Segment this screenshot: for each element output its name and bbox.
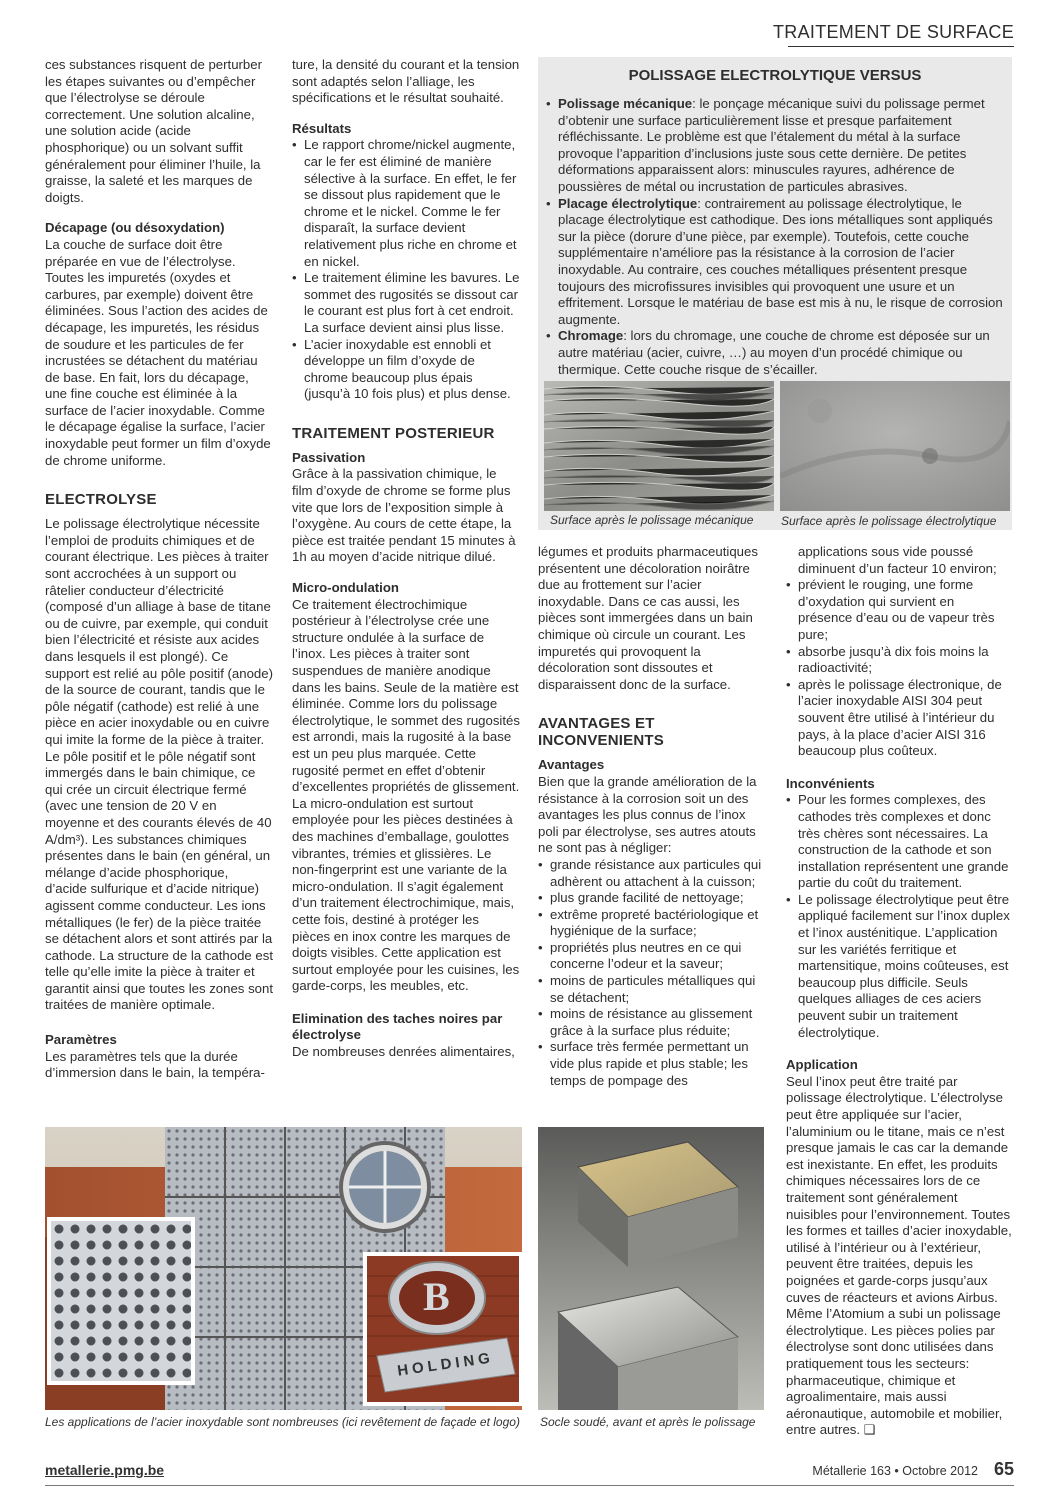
list-item: • prévient le rouging, une forme d’oxydation qui survient en présence d’eau ou de vapeur très pure; — [786, 577, 1012, 643]
list-item: • après le polissage électronique, de l’acier inoxydable AISI 304 peut souvent être utilisé à l’intérieur du pays, à la place d’acier AISI 316 beaucoup plus coûteux. — [786, 677, 1012, 760]
parametres-heading: Paramètres — [45, 1032, 117, 1048]
term-text: : le ponçage mécanique suivi du polissage permet d’obtenir une surface particulièrement lisse et presque parfaitement réfléchissante. Le problème est que l’étalement du métal à la surface provoque l’apparition d’inclusions juste sous cette dernière. De petites déformations apparaissent alors: minuscules rayures, adhérence de poussières de métal ou incrustation de particules abrasives. — [558, 96, 985, 194]
term-text: : contrairement au polissage électrolytique, le placage électrolytique est cathodique. Des ions métalliques sont appliqués sur la pièce (dorure d’une pièce, par exemple). Toutefois, cette couche supplémentaire n’améliore pas la résistance à la corrosion de l’acier inoxydable. Au contraire, ces couches métalliques présentent presque toujours des microfissures invisibles qui provoquent une usure et un effritement. Lorsque le matériau de base est mis à nu, le risque de corrosion augmente. — [558, 195, 1003, 327]
micro-heading: Micro-ondulation — [292, 580, 399, 596]
list-item: • extrême propreté bactériologique et hygiénique de la surface; — [538, 907, 766, 940]
posterieur-heading: TRAITEMENT POSTERIEUR — [292, 424, 495, 442]
avantages-text: Bien que la grande amélioration de la résistance à la corrosion soit un des avantages les plus connus de l’inox poli par électrolyse, ses autres atouts ne sont pas à négliger: — [538, 773, 757, 856]
socle-caption: Socle soudé, avant et après le polissage — [540, 1415, 756, 1429]
taches-text: De nombreuses denrées alimentaires, — [292, 1044, 515, 1060]
list-item: • Le polissage électrolytique peut être appliqué facilement sur l’inox duplex et l’inox austénitique. L’application sur les variétés ferritique et martensitique, moins coûteuses, est beaucoup plus difficile. Seuls quelques alliages de ces aciers peuvent subir un traitement électrolytique. — [786, 892, 1012, 1041]
avantages-list-continued — [786, 577, 1012, 760]
passivation-text: Grâce à la passivation chimique, le film d’oxyde de chrome se forme plus vite que lors de l’exposition simple à l’oxygène. Au cours de cette étape, la pièce est traitée pendant 15 minutes à 1h au moyen d’acide nitrique dilué. — [292, 466, 516, 565]
page-number: 65 — [993, 1459, 1014, 1479]
avantages-subheading: Avantages — [538, 757, 605, 773]
electrolytic-surface-photo — [780, 381, 1010, 511]
resultats-list — [292, 137, 520, 403]
socle-photo — [538, 1127, 764, 1410]
col3-intro: légumes et produits pharmaceutiques présentent une décoloration noirâtre due au frottement sur l’acier inoxydable. Dans ce cas aussi, les pièces sont immergées dans un bain chimique où circule un courant. Les impuretés qui provoquent la décoloration sont dissoutes et disparaissent donc de la surface. — [538, 544, 758, 692]
mechanical-caption: Surface après le polissage mécanique — [550, 513, 754, 527]
list-item: • moins de résistance au glissement grâce à la surface plus réduite; — [538, 1006, 766, 1039]
term-text: : lors du chromage, une couche de chrome est déposée sur un autre matériau (acier, cuivre, …) au moyen d’un procédé chimique ou thermique. Cette couche risque de s’écailler. — [558, 328, 990, 377]
col4-intro: applications sous vide poussé diminuent d’un facteur 10 environ; — [798, 544, 997, 576]
list-item: • propriétés plus neutres en ce qui concerne l’odeur et la saveur; — [538, 940, 766, 973]
term: Placage électrolytique — [558, 195, 698, 211]
facade-caption: Les applications de l’acier inoxydable sont nombreuses (ici revêtement de façade et logo) — [45, 1415, 520, 1429]
decapage-heading: Décapage (ou désoxydation) — [45, 220, 225, 236]
avantages-list — [538, 857, 766, 1089]
col2-intro: ture, la densité du courant et la tension sont adaptés selon l’alliage, les spécifications et le résultat souhaité. — [292, 57, 520, 106]
list-item — [546, 96, 1008, 196]
socle-image — [538, 1127, 764, 1410]
micro-text: Ce traitement électrochimique postérieur à l’électrolyse crée une structure ondulée à la surface de l’inox. Les pièces à traiter sont suspendues de manière anodique dans les bains. Seule de la matière est éliminée. Comme lors du polissage électrolytique, le sommet des rugosités est arrondi, mais la rugosité à la base est un peu plus marquée. Cette rugosité permet en effet d’obtenir d’excellentes propriétés de glissement. La micro-ondulation est surtout employée pour les pièces destinées à des machines d’emballage, goulottes vibrantes, trémies et glissières. Le non-fingerprint est une variante de la micro-ondulation. Il s’agit également d’un traitement électrochimique, mais, cette fois, destiné à protéger les pièces en inox contre les marques de doigts visibles. Cette application est surtout employée pour les cuisines, les garde-corps, les meubles, etc. — [292, 596, 520, 994]
term: Chromage — [558, 328, 624, 344]
logo-word: HOLDING — [396, 1349, 495, 1380]
perforated-metal-inset — [47, 1217, 195, 1385]
parametres-text: Les paramètres tels que la durée d’immersion dans le bain, la tempéra- — [45, 1048, 265, 1081]
application-text: Seul l’inox peut être traité par polissage électrolytique. L’électrolyse peut être appliquée sur l’acier, l’aluminium ou le titane, mais ce n’est presque jamais le cas car la demande est inexistante. En effet, les produits chimiques nécessaires lors de ce traitement sont généralement nuisibles pour l’environnement. Toutes les formes et tailles d’acier inoxydable, utilisé à l’intérieur ou à l’extérieur, peuvent être traitées, depuis les poignées et garde-corps jusqu’aux cuves de réacteurs et avions Airbus. Même l’Atomium a subi un polissage électrolytique. Les pièces polies par électrolyse sont donc utilisées dans pratiquement tous les secteurs: pharmaceutique, chimique et agroalimentaire, mais aussi aéronautique, automobile et mobilier, entre autres. ❑ — [786, 1073, 1012, 1438]
column-2 — [292, 57, 520, 1061]
holding-logo-inset — [363, 1252, 522, 1406]
electrolyse-text: Le polissage électrolytique nécessite l’emploi de produits chimiques et de courant électrique. Les pièces à traiter sont accrochées à un support ou râtelier conducteur d’électricité (composé d’un alliage à base de titane ou de cuivre, par exemple, qui conduit bien l’électricité et résiste aux acides dans lesquels il est plongé). Ce support est relié au pôle positif (anode) de la source de courant, tandis que le pôle négatif (cathode) est relié à une pièce en acier inoxydable ou en cuivre qui imite la forme de la pièce à traiter. Le pôle positif et le pôle négatif sont immergés dans le bain chimique, ce qui crée un circuit électrique fermé (avec une tension de 20 V en moyenne et des courants élevés de 40 A/dm³). Les substances chimiques présentes dans le bain (en général, un mélange d’acide phosphorique, d’acide sulfurique et d’acide nitrique) agissent comme conducteur. Les ions métalliques (le fer) de la pièce traitée se détachent alors et sont attirés par la cathode. La structure de la cathode est telle qu’elle imite la pièce à traiter et garantit ainsi que toutes les zones sont traitées de manière optimale. — [45, 516, 273, 1013]
inconvenients-heading: Inconvénients — [786, 775, 875, 791]
avantages-heading: AVANTAGES ET INCONVENIENTS — [538, 715, 664, 750]
facade-photo — [45, 1127, 522, 1410]
list-item: • L’acier inoxydable est ennobli et développe un film d’oxyde de chrome beaucoup plus épais (jusqu’à 10 fois plus) et plus dense. — [292, 337, 520, 403]
column-1 — [45, 57, 273, 1082]
taches-heading: Elimination des taches noires par électrolyse — [292, 1010, 503, 1043]
perforated-metal-image — [51, 1221, 191, 1381]
decapage-text: La couche de surface doit être préparée en vue de l’électrolyse. Toutes les impuretés (oxydes et carbures, par exemple) doivent être éliminées. Sous l’action des acides de décapage, les impuretés, les résidus de soudure et les particules de fer incrustées se détachent du matériau de base. En fait, lors du décapage, une fine couche est éliminée à la surface de l’acier inoxydable. Comme le décapage égalise la surface, l’acier inoxydable peut former un film d’oxyde de chrome uniforme. — [45, 236, 271, 468]
footer-url[interactable]: metallerie.pmg.be — [45, 1462, 165, 1478]
passivation-heading: Passivation — [292, 449, 366, 465]
list-item: • moins de particules métalliques qui se détachent; — [538, 973, 766, 1006]
list-item: • Le traitement élimine les bavures. Le sommet des rugosités se dissout car le courant est plus fort à cet endroit. La surface devient ainsi plus lisse. — [292, 270, 520, 336]
list-item: • absorbe jusqu’à dix fois moins la radioactivité; — [786, 644, 1012, 677]
list-item: • Le rapport chrome/nickel augmente, car le fer est éliminé de manière sélective à la surface. En effet, le fer se dissout plus rapidement que le chrome et le nickel. Comme le fer disparaît, la surface devient relativement plus riche en chrome et en nickel. — [292, 137, 520, 270]
logo-letter: B — [423, 1274, 450, 1319]
electrolytic-surface-image — [780, 381, 1010, 511]
versus-box-title: POLISSAGE ELECTROLYTIQUE VERSUS — [628, 67, 922, 84]
mechanical-surface-photo — [544, 381, 774, 511]
electrolytic-caption: Surface après le polissage électrolytique — [781, 514, 997, 528]
list-item: • Pour les formes complexes, des cathodes très complexes et donc très chères sont nécessaires. La construction de la cathode et son installation représentent une grande partie du coût du traitement. — [786, 792, 1012, 892]
application-heading: Application — [786, 1057, 858, 1073]
list-item: • surface très fermée permettant un vide plus rapide et plus stable; les temps de pompage des — [538, 1039, 766, 1089]
mechanical-surface-image — [544, 381, 774, 511]
resultats-heading: Résultats — [292, 120, 352, 136]
list-item — [546, 328, 1008, 378]
column-4 — [786, 544, 1012, 1439]
list-item: • plus grande facilité de nettoyage; — [538, 890, 766, 907]
list-item: • grande résistance aux particules qui adhèrent ou attachent à la cuisson; — [538, 857, 766, 890]
footer-rule — [45, 1485, 1014, 1486]
footer-issue: Métallerie 163 • Octobre 2012 — [812, 1464, 978, 1478]
section-title: TRAITEMENT DE SURFACE — [773, 22, 1014, 42]
col1-intro: ces substances risquent de perturber les étapes suivantes ou d’empêcher que l’électrolyse se déroule correctement. Une solution alcaline, une solution acide (acide phosphorique) ou un solvant suffit généralement pour éliminer l’huile, la graisse, la saleté et les marques de doigts. — [45, 57, 262, 205]
electrolyse-heading: ELECTROLYSE — [45, 491, 157, 509]
column-3 — [538, 544, 766, 1089]
header-rule — [788, 46, 1014, 47]
inconvenients-list — [786, 792, 1012, 1041]
versus-box-list — [546, 96, 1008, 378]
term: Polissage mécanique — [558, 96, 693, 111]
list-item — [546, 196, 1008, 329]
